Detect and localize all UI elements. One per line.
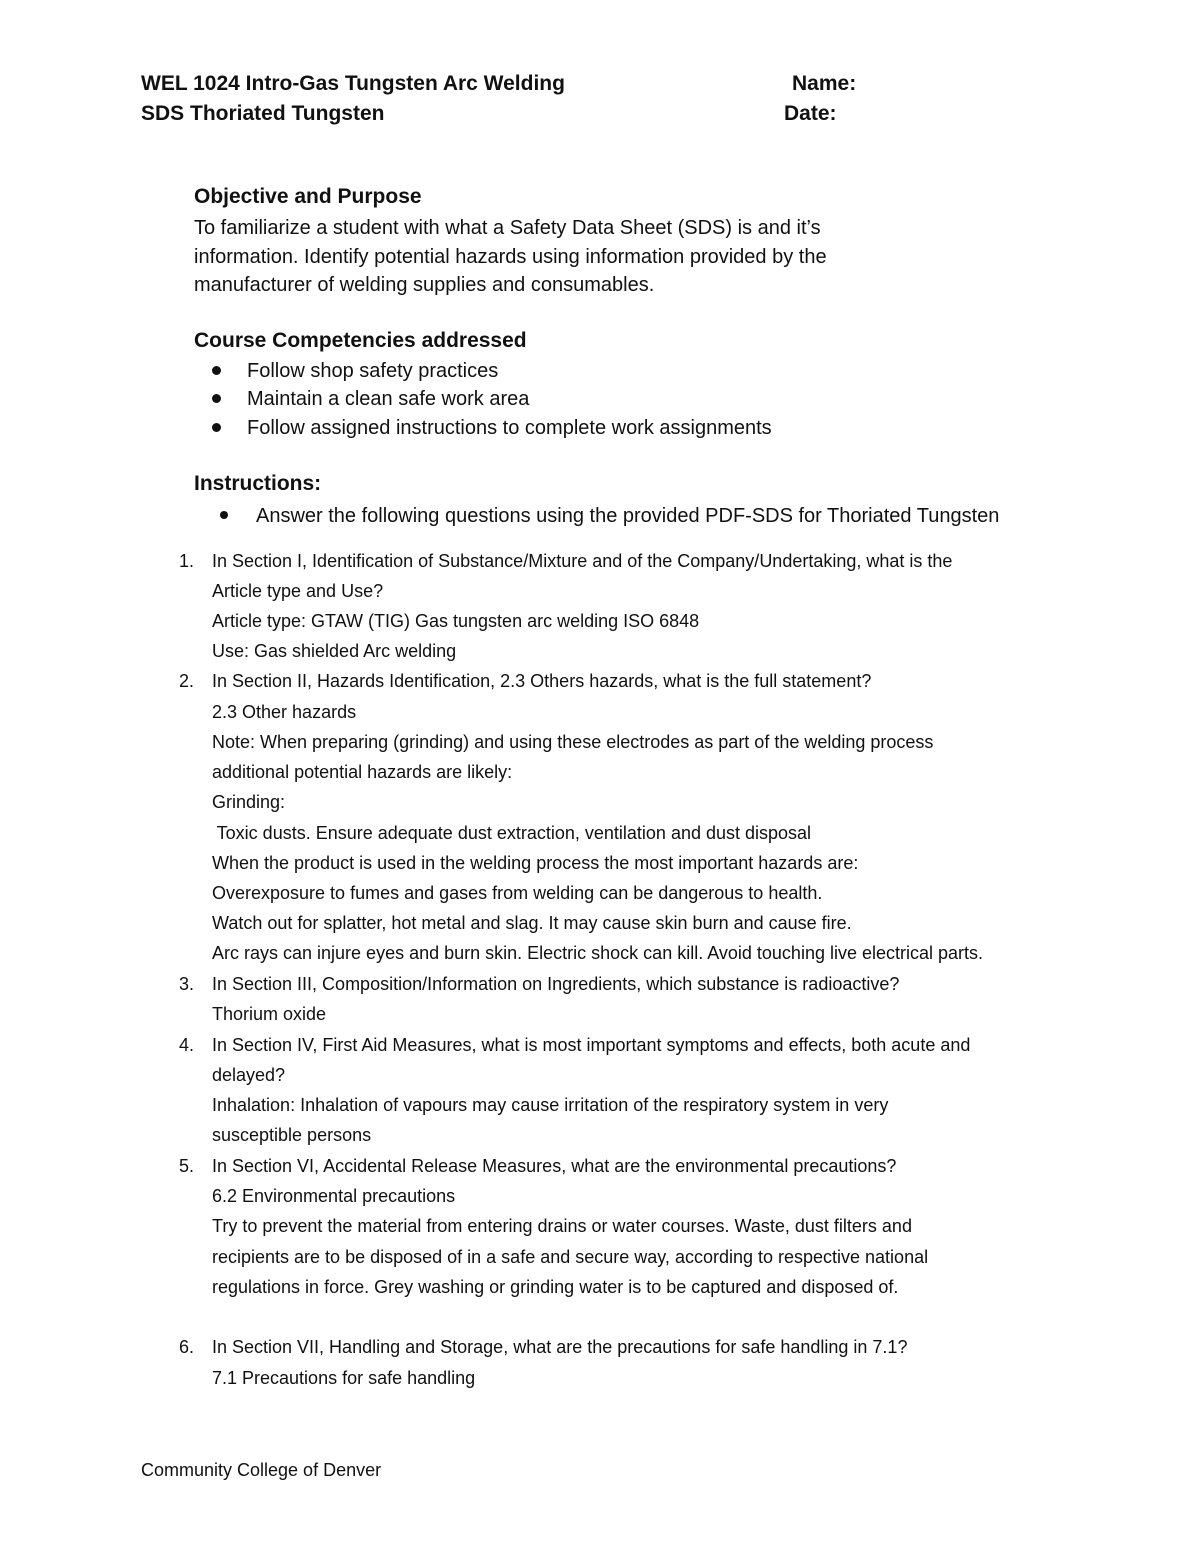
question-line: Article type and Use? [212, 581, 384, 601]
answer-line: Inhalation: Inhalation of vapours may cause irritation of the respiratory system in very [212, 1095, 889, 1115]
instructions-heading: Instructions: [194, 472, 322, 495]
answer-line: Thorium oxide [212, 1004, 327, 1024]
answer-line: regulations in force. Grey washing or grinding water is to be captured and disposed of. [212, 1277, 899, 1297]
bullet-icon [212, 394, 221, 403]
competencies-heading: Course Competencies addressed [194, 329, 527, 352]
question-number: 6. [178, 1337, 194, 1357]
name-label: Name: [792, 72, 857, 95]
answer-line: 2.3 Other hazards [212, 702, 357, 722]
question-line: delayed? [212, 1065, 286, 1085]
answer-line: 7.1 Precautions for safe handling [212, 1368, 476, 1388]
question-line: In Section II, Hazards Identification, 2.3 Others hazards, what is the full statement? [212, 671, 872, 691]
instruction-item: Answer the following questions using the provided PDF-SDS for Thoriated Tungsten [256, 505, 1000, 527]
bullet-icon [212, 423, 221, 432]
answer-line: additional potential hazards are likely: [212, 762, 513, 782]
objective-line: To familiarize a student with what a Safety Data Sheet (SDS) is and it’s [194, 217, 821, 239]
objective-line: information. Identify potential hazards using information provided by the [194, 246, 827, 268]
answer-line: Note: When preparing (grinding) and using these electrodes as part of the welding process [212, 732, 934, 752]
question-number: 3. [178, 974, 194, 994]
answer-line: When the product is used in the welding process the most important hazards are: [212, 853, 859, 873]
question-number: 2. [178, 671, 194, 691]
question-line: In Section III, Composition/Information on Ingredients, which substance is radioactive? [212, 974, 900, 994]
footer-institution: Community College of Denver [141, 1460, 382, 1480]
document-subject: SDS Thoriated Tungsten [141, 102, 385, 125]
question-number: 1. [178, 551, 194, 571]
question-number: 4. [178, 1035, 194, 1055]
competency-item: Follow shop safety practices [247, 360, 499, 382]
answer-line: Try to prevent the material from entering drains or water courses. Waste, dust filters and [212, 1216, 912, 1236]
course-title: WEL 1024 Intro-Gas Tungsten Arc Welding [141, 72, 565, 95]
objective-line: manufacturer of welding supplies and consumables. [194, 274, 655, 296]
answer-line: recipients are to be disposed of in a safe and secure way, according to respective national [212, 1247, 929, 1267]
answer-line: Overexposure to fumes and gases from welding can be dangerous to health. [212, 883, 823, 903]
answer-line: Watch out for splatter, hot metal and slag. It may cause skin burn and cause fire. [212, 913, 852, 933]
question-line: In Section VII, Handling and Storage, what are the precautions for safe handling in 7.1? [212, 1337, 908, 1357]
answer-line: Use: Gas shielded Arc welding [212, 641, 457, 661]
objective-heading: Objective and Purpose [194, 185, 422, 208]
answer-line: Arc rays can injure eyes and burn skin. Electric shock can kill. Avoid touching live electrical parts. [212, 943, 984, 963]
date-label: Date: [784, 102, 837, 125]
competency-item: Follow assigned instructions to complete work assignments [247, 417, 772, 439]
answer-line: Toxic dusts. Ensure adequate dust extraction, ventilation and dust disposal [212, 823, 812, 843]
question-number: 5. [178, 1156, 194, 1176]
answer-line: 6.2 Environmental precautions [212, 1186, 456, 1206]
answer-line: Article type: GTAW (TIG) Gas tungsten arc welding ISO 6848 [212, 611, 700, 631]
question-line: In Section IV, First Aid Measures, what is most important symptoms and effects, both acute and [212, 1035, 971, 1055]
bullet-icon [220, 511, 228, 519]
competency-item: Maintain a clean safe work area [247, 388, 530, 410]
question-line: In Section VI, Accidental Release Measures, what are the environmental precautions? [212, 1156, 897, 1176]
question-line: In Section I, Identification of Substance/Mixture and of the Company/Undertaking, what is the [212, 551, 953, 571]
answer-line: susceptible persons [212, 1125, 372, 1145]
answer-line: Grinding: [212, 792, 286, 812]
bullet-icon [212, 366, 221, 375]
